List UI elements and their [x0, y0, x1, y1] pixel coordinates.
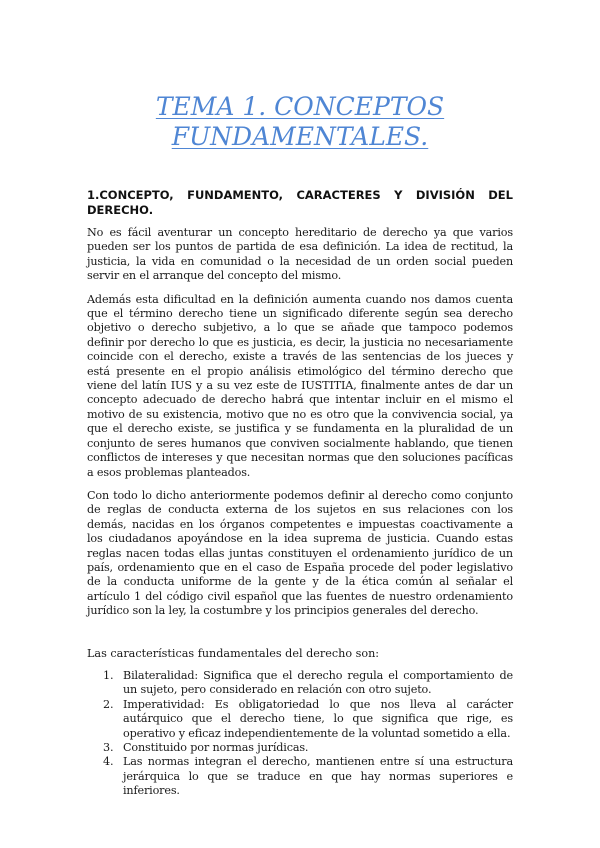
list-item — [103, 741, 513, 755]
document-title: TEMA 1. CONCEPTOS FUNDAMENTALES. — [155, 92, 445, 151]
list-item — [103, 668, 513, 698]
paragraph-1: No es fácil aventurar un concepto hereditario de derecho ya que varios pueden ser los puntos de partida de esa definición. La idea de rectitud, la justicia, la vida en comunidad o la necesidad de un orden social pueden servir en el arranque del concepto del mismo. — [87, 226, 513, 283]
document-body — [87, 188, 513, 799]
characteristics-list — [87, 669, 513, 799]
list-item-text: Bilateralidad: Significa que el derecho regula el comportamiento de un sujeto, pero considerado en relación con otro sujeto. — [123, 668, 513, 697]
list-item — [103, 697, 513, 741]
list-item-number: 1. — [103, 668, 114, 682]
list-item-text: Las normas integran el derecho, mantienen entre sí una estructura jerárquica lo que se traduce en que hay normas superiores e inferiores. — [123, 755, 513, 798]
list-intro: Las características fundamentales del derecho son: — [87, 646, 380, 660]
section-heading: 1.CONCEPTO, FUNDAMENTO, CARACTERES Y DIVISIÓN DEL DERECHO. — [87, 188, 513, 217]
list-item-number: 2. — [103, 697, 114, 711]
list-item-number: 3. — [103, 741, 114, 754]
list-item — [103, 755, 513, 798]
paragraph-2: Además esta dificultad en la definición aumenta cuando nos damos cuenta que el término derecho tiene un significado diferente según sea derecho objetivo o derecho subjetivo, a lo que se añade que tampoco podemos definir por derecho lo que es justicia, es decir, la justicia no necesariamente coincide con el derecho, existe a través de las sentencias de los jueces y está presente en el propio análisis etimológico del término derecho que viene del latín IUS y a su vez este de IUSTITIA, finalmente antes de dar un concepto adecuado de derecho habrá que intentar incluir en el mismo el motivo de su existencia, motivo que no es otro que la convivencia social, ya que el derecho existe, se justifica y se fundamenta en la pluralidad de un conjunto de seres humanos que conviven socialmente hablando, que tienen conflictos de intereses y que necesitan normas que den soluciones pacíficas a esos problemas planteados. — [87, 292, 513, 479]
list-item-text: Imperatividad: Es obligatoriedad lo que nos lleva al carácter autárquico que el derecho tiene, lo que significa que rige, es operativo y eficaz independientemente de la voluntad sometido a ella. — [123, 697, 513, 740]
list-item-text: Constituido por normas jurídicas. — [123, 741, 309, 754]
paragraph-3: Con todo lo dicho anteriormente podemos definir al derecho como conjunto de reglas de conducta externa de los sujetos en sus relaciones con los demás, nacidas en los órganos competentes e impuestas coactivamente a los ciudadanos apoyándose en la idea suprema de justicia. Cuando estas reglas nacen todas ellas juntas constituyen el ordenamiento jurídico de un país, ordenamiento que en el caso de España procede del poder legislativo de la conducta uniforme de la gente y de la ética común al señalar el artículo 1 del código civil español que las fuentes de nuestro ordenamiento jurídico son la ley, la costumbre y los principios generales del derecho. — [87, 488, 513, 618]
list-item-number: 4. — [103, 755, 114, 769]
